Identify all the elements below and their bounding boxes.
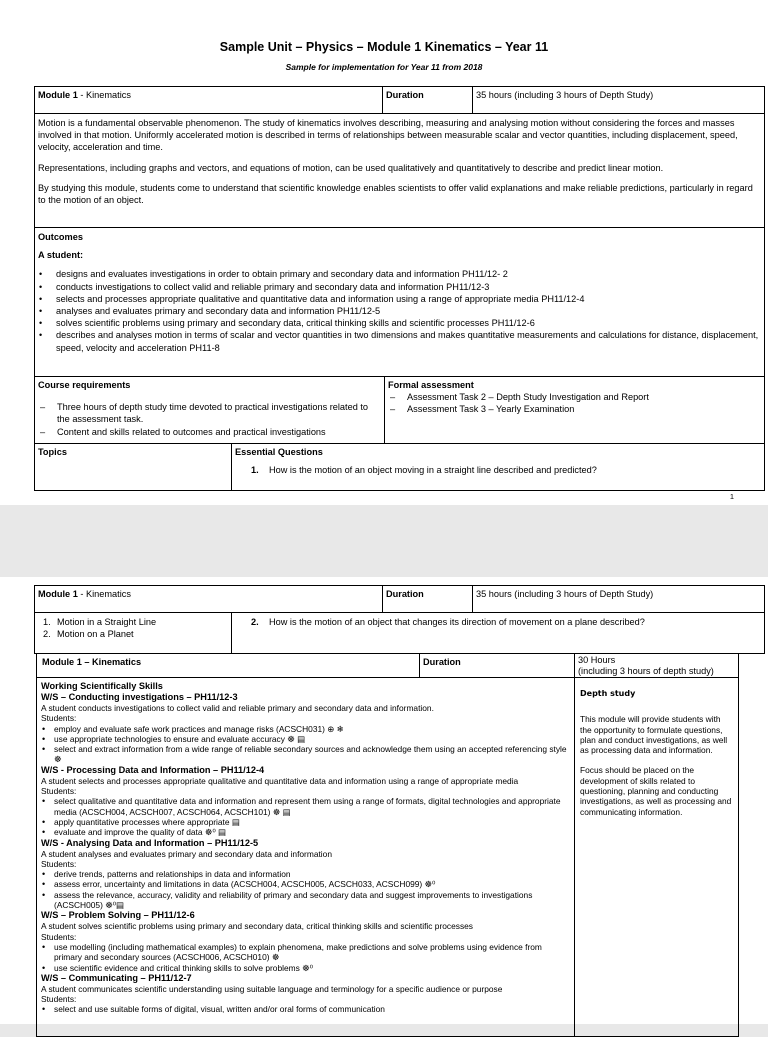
question-number: 2. bbox=[251, 617, 259, 627]
duration-label: Duration bbox=[382, 585, 473, 613]
essential-question-1 bbox=[235, 464, 761, 476]
working-scientifically-cell bbox=[36, 677, 575, 1037]
formal-assessment-item: – Assessment Task 2 – Depth Study Investigation and Report bbox=[388, 391, 761, 403]
page-number: 1 bbox=[729, 492, 734, 501]
ws-list bbox=[41, 724, 570, 765]
topic-item: 1. Motion in a Straight Line bbox=[43, 617, 157, 627]
formal-assessment-list bbox=[388, 391, 761, 415]
ws-item: • assess error, uncertainty and limitations in data (ACSCH004, ACSCH005, ACSCH033, ACSCH099) ☸⁰ bbox=[41, 879, 570, 889]
page-1 bbox=[0, 0, 768, 505]
ws-section-description: A student solves scientific problems using primary and secondary data, critical thinking skills and scientific processes bbox=[41, 921, 473, 932]
page-2 bbox=[0, 577, 768, 1024]
intro-paragraph: By studying this module, students come to understand that scientific knowledge enables scientists to offer valid explanations and make reliable predictions, particularly in regard to the motion of an object. bbox=[38, 182, 753, 206]
ws-students-label: Students: bbox=[41, 786, 77, 797]
topics-heading: Topics bbox=[34, 443, 232, 491]
ws-section-description: A student analyses and evaluates primary and secondary data and information bbox=[41, 848, 332, 859]
ws-section-description: A student selects and processes appropriate qualitative and quantitative data and information using a range of appropriate media bbox=[41, 775, 519, 786]
outcome-item: • selects and processes appropriate qualitative and quantitative data and information using a range of appropriate media PH11/12-4 bbox=[38, 293, 761, 305]
module-label: Module 1 bbox=[38, 90, 78, 100]
module-title-cell: Module 1 – Kinematics bbox=[36, 653, 420, 678]
question-number: 1. bbox=[251, 465, 259, 476]
ws-section-heading: W/S – Problem Solving – PH11/12-6 bbox=[41, 910, 195, 921]
outcome-item: • conducts investigations to collect valid and reliable primary and secondary data and information PH11/12-3 bbox=[38, 281, 761, 293]
course-requirement-item: – Three hours of depth study time devoted to practical investigations related to the assessment task. bbox=[38, 401, 381, 425]
ws-students-label: Students: bbox=[41, 994, 77, 1005]
ws-list bbox=[41, 796, 570, 837]
depth-study-heading: Depth study bbox=[580, 689, 636, 698]
essential-questions-cell bbox=[231, 443, 765, 491]
module-name: - Kinematics bbox=[77, 90, 131, 100]
ws-section-description: A student communicates scientific understanding using suitable language and terminology for a specific audience or purpose bbox=[41, 983, 503, 994]
ws-section-description: A student conducts investigations to collect valid and reliable primary and secondary data and information. bbox=[41, 703, 434, 713]
question-text: How is the motion of an object that changes its direction of movement on a plane described? bbox=[269, 617, 645, 627]
topic-text: Motion on a Planet bbox=[57, 629, 134, 640]
hours-line: (including 3 hours of depth study) bbox=[578, 666, 714, 676]
ws-list bbox=[41, 869, 570, 910]
ws-section-heading: W/S - Processing Data and Information – PH11/12-4 bbox=[41, 764, 265, 775]
ws-item: • employ and evaluate safe work practices and manage risks (ACSCH031) ⊕ ❄ bbox=[41, 724, 570, 734]
module-name: - Kinematics bbox=[77, 589, 131, 599]
ws-item: • use scientific evidence and critical thinking skills to solve problems ☸⁰ bbox=[41, 963, 570, 973]
question-text: How is the motion of an object moving in a straight line described and predicted? bbox=[269, 465, 597, 476]
ws-students-label: Students: bbox=[41, 713, 77, 724]
ws-section-heading: W/S - Analysing Data and Information – PH11/12-5 bbox=[41, 837, 259, 848]
outcomes-subheading: A student: bbox=[38, 250, 84, 261]
formal-assessment-item: – Assessment Task 3 – Yearly Examination bbox=[388, 403, 761, 415]
ws-item: • apply quantitative processes where appropriate ▤ bbox=[41, 817, 570, 827]
ws-item: • evaluate and improve the quality of data ☸⁰ ▤ bbox=[41, 827, 570, 837]
course-requirements-list bbox=[38, 401, 381, 438]
ws-item: • select and use suitable forms of digital, visual, written and/or oral forms of communication bbox=[41, 1004, 570, 1014]
intro-cell bbox=[34, 113, 765, 228]
ws-title: Working Scientifically Skills bbox=[41, 681, 163, 691]
ws-item: • derive trends, patterns and relationships in data and information bbox=[41, 869, 570, 879]
formal-assessment-heading: Formal assessment bbox=[388, 380, 474, 390]
topic-item: 2. Motion on a Planet bbox=[43, 629, 134, 640]
ws-item: • assess the relevance, accuracy, validity and reliability of primary and secondary data and suggest improvements to investigations (ACSCH005) ☸⁰▤ bbox=[41, 890, 570, 911]
table2-hours-cell bbox=[574, 653, 739, 678]
course-requirements-cell bbox=[34, 376, 385, 444]
formal-assessment-cell bbox=[384, 376, 765, 444]
topics-cell bbox=[34, 612, 232, 654]
intro-paragraph: Representations, including graphs and vectors, and equations of motion, can be used qualitatively and quantitatively to describe and predict linear motion. bbox=[38, 162, 664, 173]
outcome-item: • designs and evaluates investigations in order to obtain primary and secondary data and information PH11/12- 2 bbox=[38, 268, 761, 280]
ws-section-heading: W/S – Conducting investigations – PH11/12-3 bbox=[41, 692, 238, 702]
depth-study-cell bbox=[574, 677, 739, 1037]
topic-text: Motion in a Straight Line bbox=[57, 617, 157, 627]
ws-item: • select qualitative and quantitative data and information and represent them using a range of formats, digital technologies and appropriate media (ACSCH004, ACSCH007, ACSCH064, ACSCH101) ☸ ▤ bbox=[41, 796, 570, 817]
course-requirements-heading: Course requirements bbox=[38, 380, 131, 390]
ws-section-heading: W/S – Communicating – PH11/12-7 bbox=[41, 972, 192, 983]
outcome-item: • describes and analyses motion in terms of scalar and vector quantities in two dimensions and makes quantitative measurements and calculations for distance, displacement, speed, velocity and acceleration PH11-8 bbox=[38, 329, 761, 353]
duration-label: Duration bbox=[382, 86, 473, 114]
module-cell bbox=[34, 585, 383, 613]
ws-item: • use modelling (including mathematical examples) to explain phenomena, make predictions and solve problems using evidence from primary and secondary sources (ACSCH006, ACSCH010) ☸ bbox=[41, 942, 570, 963]
ws-students-label: Students: bbox=[41, 858, 77, 869]
outcomes-heading: Outcomes bbox=[38, 232, 83, 242]
depth-study-paragraph: Focus should be placed on the development of skills related to questioning, planning and conducting investigations, as well as processing and communicating information. bbox=[580, 765, 732, 817]
outcomes-list bbox=[38, 268, 761, 353]
hours-line: 30 Hours bbox=[578, 655, 616, 665]
ws-list bbox=[41, 1004, 570, 1014]
ws-list bbox=[41, 942, 570, 973]
essential-questions-heading: Essential Questions bbox=[235, 447, 323, 457]
essential-question-2-cell bbox=[231, 612, 765, 654]
document-subtitle: Sample for implementation for Year 11 from 2018 bbox=[285, 62, 483, 72]
table2-duration-label: Duration bbox=[419, 653, 575, 678]
module-label: Module 1 bbox=[38, 589, 78, 599]
depth-study-paragraph: This module will provide students with the opportunity to formulate questions, plan and conduct investigations, as well as processing data and information. bbox=[580, 714, 728, 756]
outcomes-cell bbox=[34, 227, 765, 377]
outcome-item: • analyses and evaluates primary and secondary data and information PH11/12-5 bbox=[38, 305, 761, 317]
ws-students-label: Students: bbox=[41, 931, 77, 942]
course-requirement-item: – Content and skills related to outcomes and practical investigations bbox=[38, 426, 381, 438]
essential-question-2 bbox=[235, 616, 761, 628]
duration-value: 35 hours (including 3 hours of Depth Study) bbox=[472, 585, 765, 613]
duration-value: 35 hours (including 3 hours of Depth Study) bbox=[472, 86, 765, 114]
outcome-item: • solves scientific problems using primary and secondary data, critical thinking skills and scientific processes PH11/12-6 bbox=[38, 317, 761, 329]
module-cell bbox=[34, 86, 383, 114]
ws-item: • use appropriate technologies to ensure and evaluate accuracy ☸ ▤ bbox=[41, 734, 570, 744]
intro-paragraph: Motion is a fundamental observable phenomenon. The study of kinematics involves describing, measuring and analysing motion without considering the forces and masses involved in that motion. Uniformly accelerated motion is described in terms of relationships between measurable scalar and vector quantities, including displacement, speed, velocity, acceleration and time. bbox=[38, 118, 738, 153]
ws-item: • select and extract information from a wide range of reliable secondary sources and acknowledge them using an accepted referencing style ☸ bbox=[41, 744, 570, 765]
document-title: Sample Unit – Physics – Module 1 Kinematics – Year 11 bbox=[219, 40, 549, 54]
